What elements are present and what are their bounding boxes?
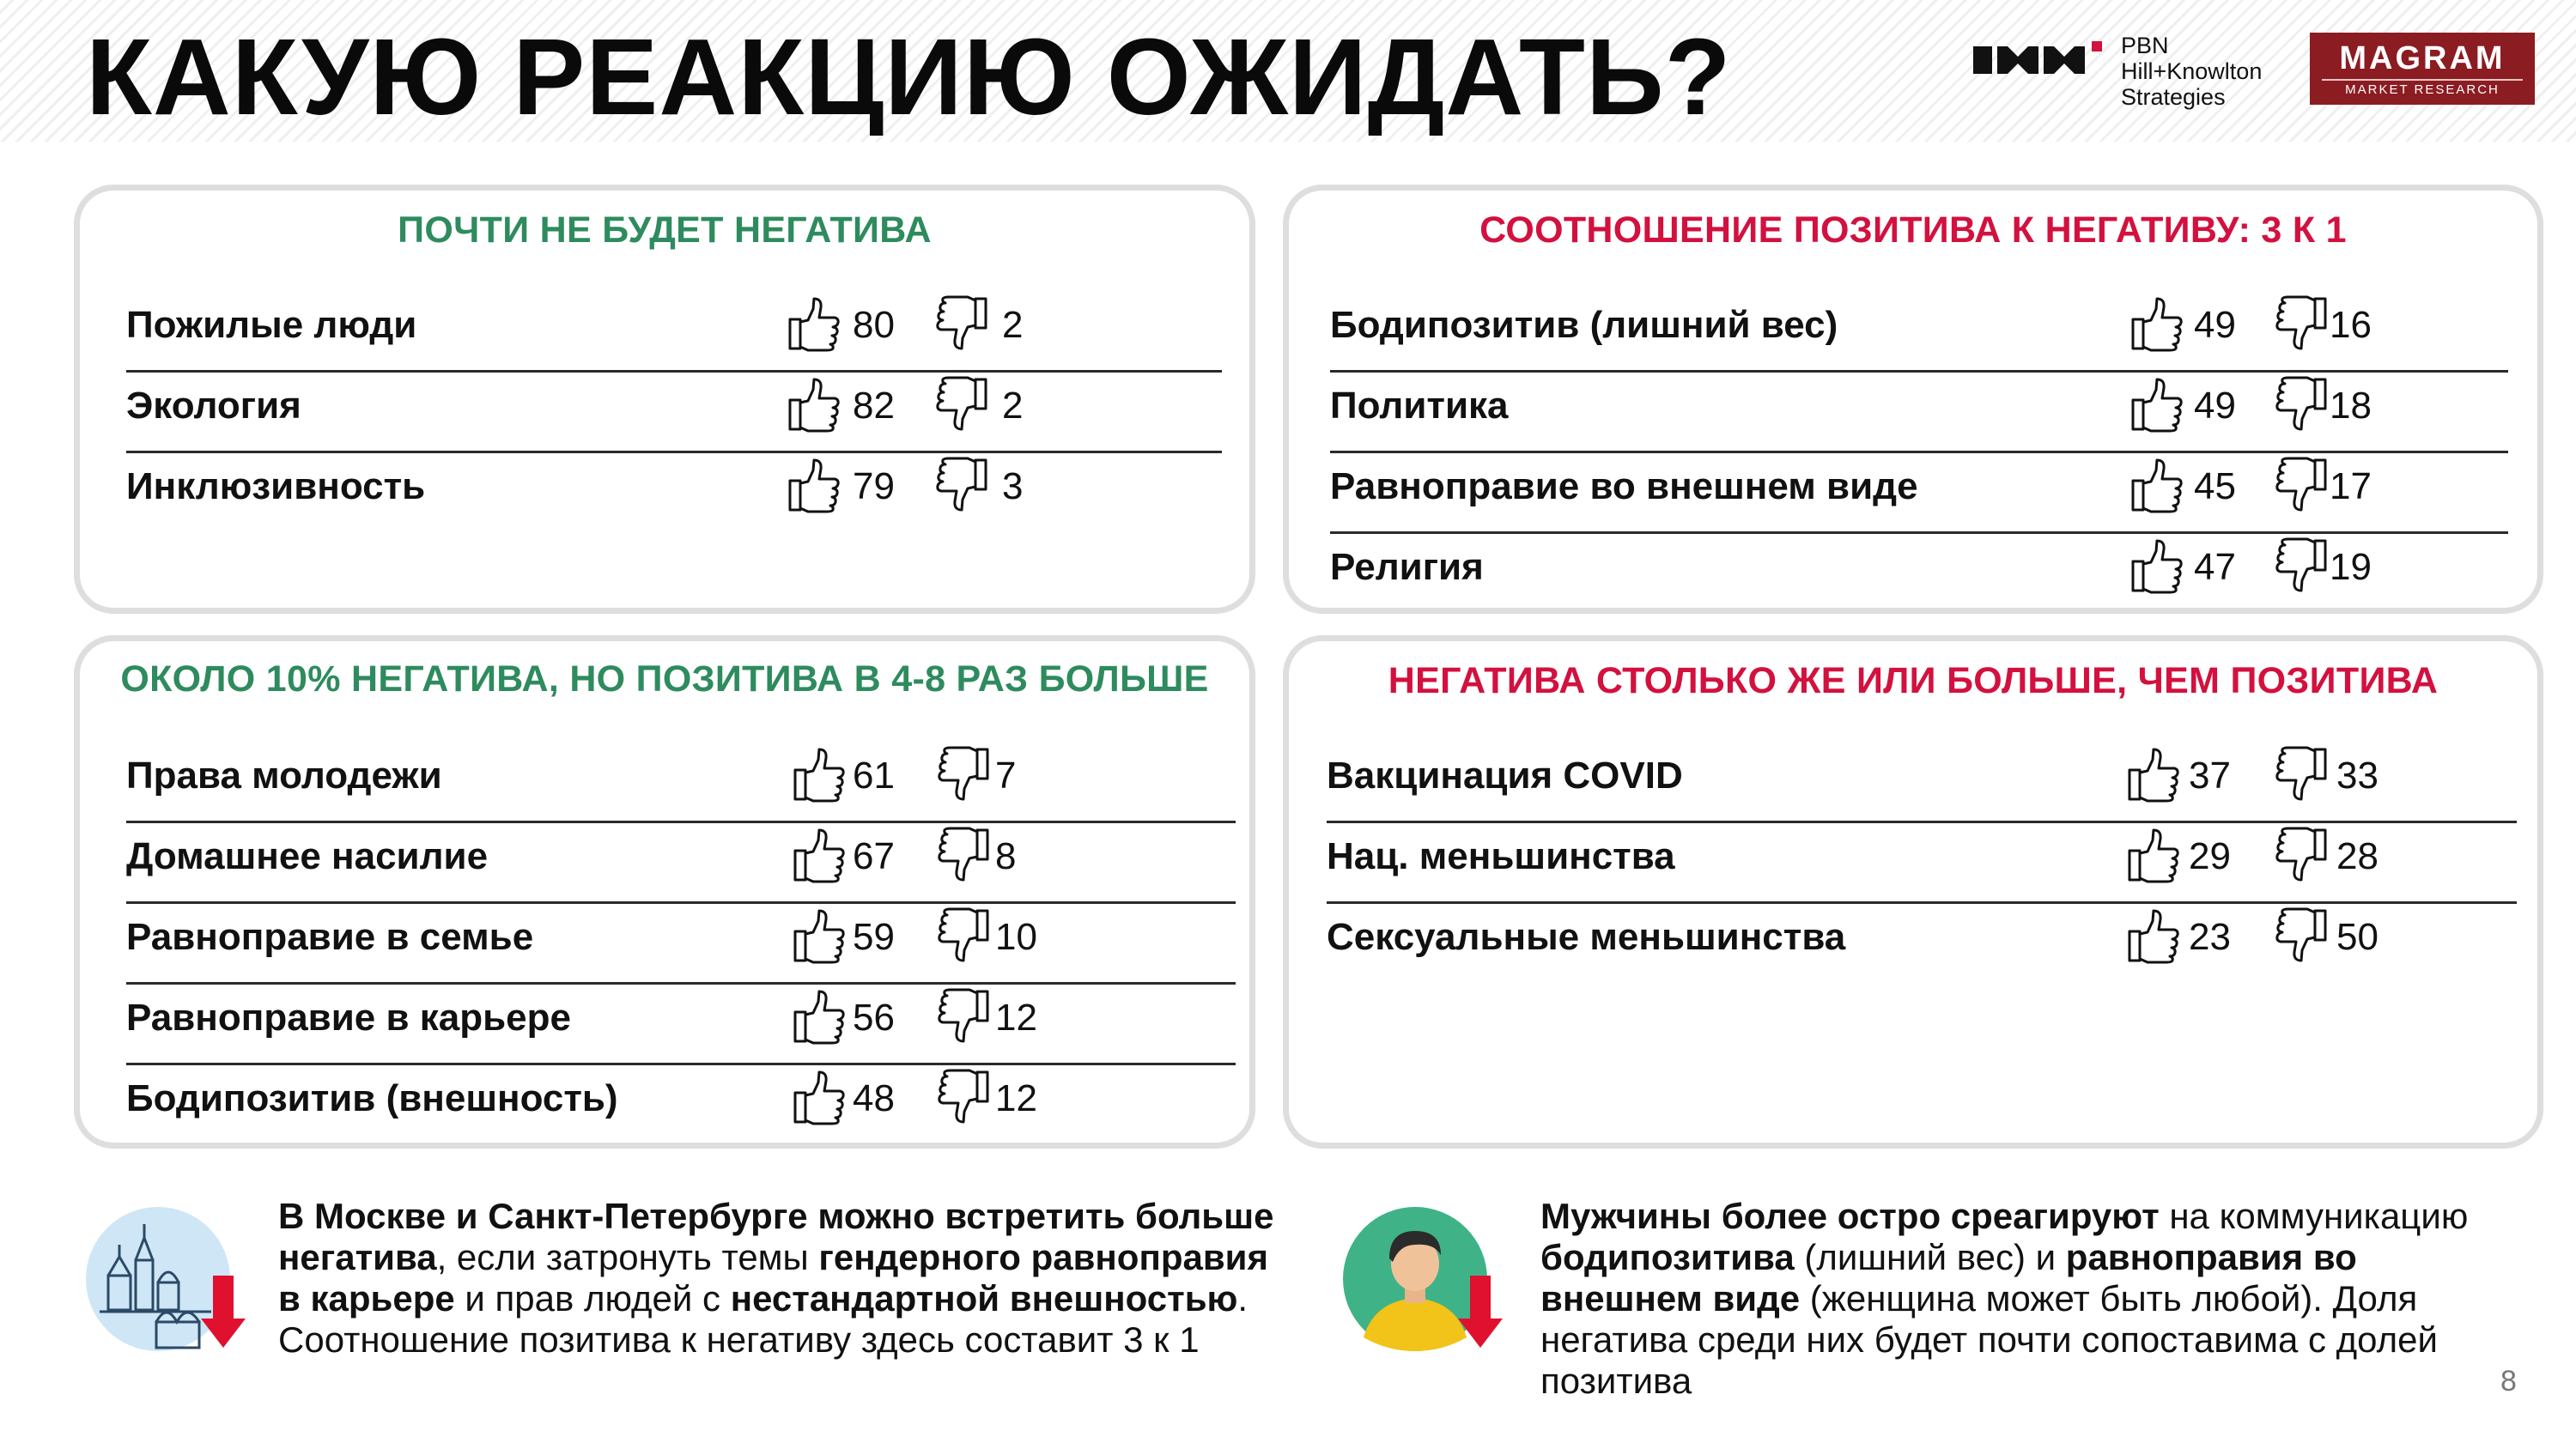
negative-value: 28 [2336, 835, 2379, 877]
positive-value: 61 [853, 755, 895, 797]
thumb-up-icon [2130, 376, 2184, 433]
thumb-up-icon [793, 746, 846, 803]
thumb-down-icon [935, 376, 988, 433]
note-bold: В Москве и Санкт-Петербурге можно встретить больше негатива [278, 1196, 1274, 1277]
topic-label: Религия [1330, 546, 1484, 588]
note-bold: бодипозитива [1540, 1237, 1795, 1277]
table-row [126, 373, 1222, 453]
positive-value: 23 [2189, 916, 2231, 958]
positive-value: 59 [853, 916, 895, 958]
negative-value: 10 [995, 916, 1037, 958]
panel-almost-no-negative [74, 185, 1255, 614]
note-text-segment: . Соотношение позитива к негативу здесь составит 3 к 1 [278, 1278, 1249, 1360]
topic-label: Инклюзивность [126, 465, 426, 507]
table-row [1330, 453, 2508, 534]
table-row [1327, 743, 2517, 823]
thumb-up-icon [2130, 295, 2184, 352]
negative-value: 33 [2336, 755, 2379, 797]
table-row [126, 904, 1236, 985]
topic-label: Бодипозитив (внешность) [126, 1077, 618, 1119]
positive-value: 82 [853, 385, 895, 427]
note-text-segment: и прав людей с [454, 1278, 731, 1319]
topic-label: Домашнее насилие [126, 835, 489, 877]
topic-label: Равноправие в карьере [126, 997, 571, 1039]
positive-value: 56 [853, 997, 895, 1039]
note-text-segment: , если затронуть темы [436, 1237, 819, 1277]
note-text-segment: (лишний вес) и [1794, 1237, 2066, 1277]
topic-label: Бодипозитив (лишний вес) [1330, 304, 1838, 346]
thumb-down-icon [937, 988, 990, 1045]
positive-value: 49 [2194, 304, 2236, 346]
note-text-segment: на коммуникацию [2159, 1196, 2469, 1236]
magram-logo [2310, 33, 2535, 105]
table-row [1330, 534, 2508, 615]
thumb-up-icon [2130, 457, 2184, 513]
panel-title: ПОЧТИ НЕ БУДЕТ НЕГАТИВА [398, 209, 932, 251]
positive-value: 79 [853, 465, 895, 507]
thumb-up-icon [787, 457, 841, 513]
table-row [126, 743, 1236, 823]
thumb-down-icon [937, 1069, 990, 1125]
magram-logo-name: MAGRAM [2339, 40, 2506, 76]
note-right [1540, 1196, 2502, 1402]
negative-value: 12 [995, 1077, 1037, 1119]
note-bold: гендерного равноправия в карьере [278, 1237, 1268, 1319]
negative-value: 17 [2330, 465, 2372, 507]
panel-title: СООТНОШЕНИЕ ПОЗИТИВА К НЕГАТИВУ: 3 К 1 [1479, 209, 2347, 251]
thumb-down-icon [2275, 827, 2328, 883]
panel-title: ОКОЛО 10% НЕГАТИВА, НО ПОЗИТИВА В 4-8 РАЗ БОЛЬШЕ [120, 658, 1209, 700]
page-number: 8 [2500, 1365, 2517, 1397]
panel-ratio-3-to-1 [1283, 185, 2543, 614]
topic-label: Сексуальные меньшинства [1327, 916, 1846, 958]
note-bold: нестандартной внешностью [730, 1278, 1238, 1319]
thumb-up-icon [793, 907, 846, 964]
panel-title: НЕГАТИВА СТОЛЬКО ЖЕ ИЛИ БОЛЬШЕ, ЧЕМ ПОЗИТИВА [1388, 660, 2439, 701]
table-row [126, 1065, 1236, 1146]
pbn-logo [1973, 33, 2317, 118]
table-row [126, 985, 1236, 1065]
table-row [126, 823, 1236, 904]
table-row [1327, 904, 2517, 985]
positive-value: 47 [2194, 546, 2236, 588]
topic-label: Политика [1330, 385, 1509, 427]
thumb-down-icon [937, 827, 990, 883]
thumb-up-icon [793, 1069, 846, 1125]
negative-value: 50 [2336, 916, 2379, 958]
positive-value: 37 [2189, 755, 2231, 797]
page-title: КАКУЮ РЕАКЦИЮ ОЖИДАТЬ? [86, 16, 1732, 137]
topic-label: Вакцинация COVID [1327, 755, 1683, 797]
negative-value: 7 [995, 755, 1017, 797]
topic-label: Экология [126, 385, 301, 427]
negative-value: 3 [1002, 465, 1024, 507]
thumb-down-icon [2275, 457, 2328, 513]
thumb-up-icon [2130, 537, 2184, 594]
thumb-up-icon [787, 376, 841, 433]
topic-label: Нац. меньшинства [1327, 835, 1675, 877]
thumb-down-icon [935, 457, 988, 513]
negative-value: 18 [2330, 385, 2372, 427]
positive-value: 29 [2189, 835, 2231, 877]
thumb-down-icon [935, 295, 988, 352]
thumb-down-icon [2275, 376, 2328, 433]
table-row [1330, 292, 2508, 373]
thumb-down-icon [2275, 907, 2328, 964]
thumb-down-icon [937, 907, 990, 964]
thumb-down-icon [2275, 537, 2328, 594]
note-bold: Мужчины более остро среагируют [1540, 1196, 2160, 1236]
thumb-up-icon [2127, 827, 2180, 883]
pbn-logo-text: PBN Hill+Knowlton Strategies [2121, 33, 2263, 110]
negative-value: 19 [2330, 546, 2372, 588]
note-text-segment: (женщина может быть любой). Доля негатива среди них будет почти сопоставима с долей позитива [1540, 1278, 2438, 1401]
panel-negative-equal-or-more [1283, 635, 2543, 1149]
positive-value: 45 [2194, 465, 2236, 507]
topic-label: Пожилые люди [126, 304, 417, 346]
city-landmarks-icon [82, 1200, 246, 1363]
positive-value: 48 [853, 1077, 895, 1119]
thumb-up-icon [793, 827, 846, 883]
thumb-down-icon [2275, 746, 2328, 803]
topic-label: Права молодежи [126, 755, 442, 797]
negative-value: 8 [995, 835, 1017, 877]
man-avatar-icon [1340, 1200, 1503, 1363]
thumb-down-icon [2275, 295, 2328, 352]
note-bold: равноправия во внешнем виде [1540, 1237, 2357, 1319]
topic-label: Равноправие во внешнем виде [1330, 465, 1918, 507]
negative-value: 2 [1002, 304, 1024, 346]
thumb-down-icon [937, 746, 990, 803]
table-row [1327, 823, 2517, 904]
table-row [1330, 373, 2508, 453]
positive-value: 67 [853, 835, 895, 877]
negative-value: 16 [2330, 304, 2372, 346]
thumb-up-icon [2127, 746, 2180, 803]
thumb-up-icon [2127, 907, 2180, 964]
positive-value: 49 [2194, 385, 2236, 427]
magram-logo-subtitle: MARKET RESEARCH [2322, 79, 2523, 100]
note-left [278, 1196, 1291, 1361]
positive-value: 80 [853, 304, 895, 346]
thumb-up-icon [793, 988, 846, 1045]
negative-value: 12 [995, 997, 1037, 1039]
table-row [126, 292, 1222, 373]
table-row [126, 453, 1222, 534]
thumb-up-icon [787, 295, 841, 352]
panel-ten-percent-negative [74, 635, 1255, 1149]
pbn-mark-icon [1973, 41, 2102, 79]
negative-value: 2 [1002, 385, 1024, 427]
topic-label: Равноправие в семье [126, 916, 534, 958]
